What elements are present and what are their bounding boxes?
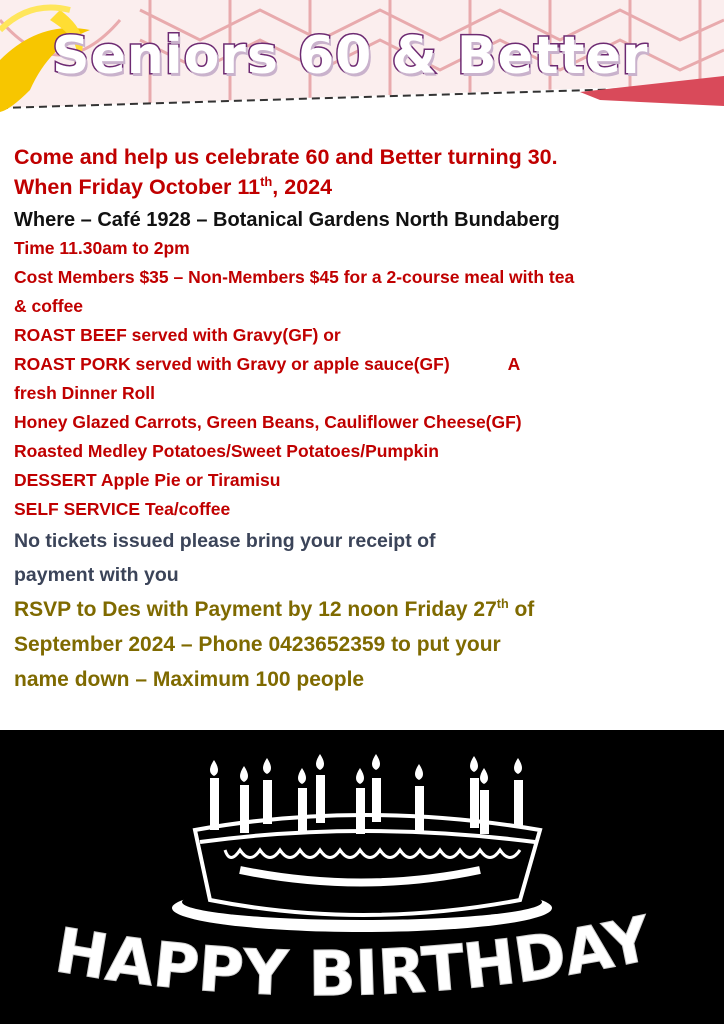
header-banner (0, 0, 724, 112)
rsvp-text: RSVP to Des with Payment by 12 noon Friday 27 (14, 598, 497, 621)
rsvp-max-line: name down – Maximum 100 people (14, 668, 365, 691)
date-line (14, 172, 714, 202)
rsvp-date-suffix: th (496, 597, 509, 611)
event-details (14, 142, 714, 697)
date-text: When Friday October 11 (14, 175, 261, 199)
happy-birthday-banner (0, 730, 724, 1024)
menu-roast-pork (14, 350, 714, 379)
cost-line: Cost Members $35 – Non-Members $45 for a 2-course meal with tea (14, 267, 575, 287)
menu-vegetables: Honey Glazed Carrots, Green Beans, Cauliflower Cheese(GF) (14, 412, 522, 432)
date-year: , 2024 (272, 175, 333, 199)
rsvp-text-end: of (508, 598, 535, 621)
menu-self-service: SELF SERVICE Tea/coffee (14, 499, 231, 519)
tickets-note: No tickets issued please bring your receipt of (14, 530, 436, 552)
menu-dessert: DESSERT Apple Pie or Tiramisu (14, 470, 281, 490)
menu-potatoes: Roasted Medley Potatoes/Sweet Potatoes/Pumpkin (14, 441, 439, 461)
rsvp-line (14, 592, 714, 627)
rsvp-phone-line: September 2024 – Phone 0423652359 to put your (14, 633, 501, 656)
cost-line-cont: & coffee (14, 296, 84, 316)
menu-roast-beef: ROAST BEEF served with Gravy(GF) or (14, 325, 341, 345)
menu-dinner-roll: fresh Dinner Roll (14, 383, 155, 403)
venue-line: Where – Café 1928 – Botanical Gardens North Bundaberg (14, 209, 560, 231)
time-line: Time 11.30am to 2pm (14, 238, 190, 258)
tickets-note-cont: payment with you (14, 564, 179, 586)
happy-birthday-text: HAPPY BIRTHDAY (50, 901, 657, 1011)
birthday-cake-panel (0, 730, 724, 1024)
svg-text:HAPPY BIRTHDAY (50, 902, 658, 1011)
celebration-line: Come and help us celebrate 60 and Better turning 30. (14, 145, 558, 169)
date-suffix: th (260, 173, 273, 189)
menu-roast-pork-trail: A (507, 354, 521, 374)
page-title: Seniors 60 & Better (52, 26, 649, 86)
menu-roast-pork-text: ROAST PORK served with Gravy or apple sauce(GF) (14, 354, 450, 374)
